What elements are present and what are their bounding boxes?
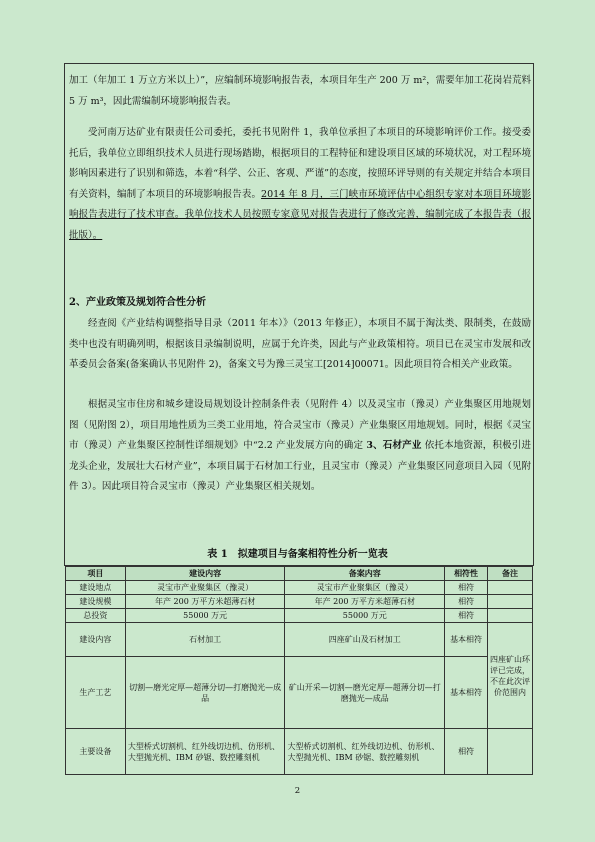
- cell-remark-empty: [488, 581, 533, 595]
- cell-remark-empty: [488, 609, 533, 623]
- cell-item: 建设内容: [66, 623, 126, 657]
- cell-construction: 年产 200 万平方米超薄石材: [125, 595, 285, 609]
- cell-filing: 大型桥式切割机、红外线切边机、仿形机、大型抛光机、IBM 砂锯、数控雕刻机: [285, 729, 445, 775]
- paragraph-commission-text: 受河南万达矿业有限责任公司委托，委托书见附件 1，我单位承担了本项目的环境影响评价工作。接受委托后，我单位立即组织技术人员进行现场踏勘，根据项目的工程特征和建设项目区域的环境状况，对工程环境影响因素进行了识别和筛选，本着“科学、公正、客观、严谨”的态度，按照环评导则的有关规定并结合本项目有关资料，编制了本项目的环境影响报告表。: [69, 127, 531, 200]
- header-consistency: 相符性: [445, 567, 488, 581]
- cell-filing: 四座矿山及石材加工: [285, 623, 445, 657]
- cell-construction: 大型桥式切割机、红外线切边机、仿形机、大型抛光机、IBM 砂锯、数控雕刻机: [125, 729, 285, 775]
- cell-filing: 55000 万元: [285, 609, 445, 623]
- cell-consistency: 基本相符: [445, 657, 488, 729]
- page-number: 2: [294, 786, 301, 796]
- paragraph-planning-bold: 3、石材产业: [366, 440, 422, 451]
- cell-remark-empty: [488, 729, 533, 775]
- paragraph-intro-continued: 加工（年加工 1 万立方米以上）”，应编制环境影响报告表，本项目年生产 200 万 m²，需要年加工花岗岩荒料 5 万 m³，因此需编制环境影响报告表。: [69, 75, 531, 107]
- cell-construction: 55000 万元: [125, 609, 285, 623]
- cell-item: 建设规模: [66, 595, 126, 609]
- paragraph-planning-text-b: 依托本地资源，积极引进龙头企业，发展壮大石材产业”，本项目属于石材加工行业，且灵宝市（豫灵）产业集聚区同意项目入园（见附件 3）。因此项目符合灵宝市（豫灵）产业集聚区相关规划。: [69, 440, 531, 492]
- table-row: [66, 657, 533, 729]
- header-filing: 备案内容: [285, 567, 445, 581]
- section-heading-policy: 2、产业政策及规划符合性分析: [69, 297, 206, 308]
- header-remark: 备注: [488, 567, 533, 581]
- cell-item: 总投资: [66, 609, 126, 623]
- cell-consistency: 基本相符: [445, 623, 488, 657]
- table-row: [66, 581, 533, 595]
- cell-filing: 矿山开采—切割—磨光定厚—超薄分切—打磨抛光—成品: [285, 657, 445, 729]
- paragraph-planning: [69, 395, 531, 498]
- header-item: 项目: [66, 567, 126, 581]
- table-row: [66, 729, 533, 775]
- paragraph-commission: [69, 123, 531, 246]
- table-row: [66, 595, 533, 609]
- paragraph-industry-policy: 经查阅《产业结构调整指导目录（2011 年本）》（2013 年修正），本项目不属于淘汰类、限制类，在鼓励类中也没有明确列明，根据该目录编制说明，应属于允许类，因此与产业政策相符。项目已在灵宝市发展和改革委员会备案(备案确认书见附件 2)，备案文号为豫三灵宝工[2014]00071。因此项目符合相关产业政策。: [69, 318, 531, 370]
- paragraph-planning-text-a: 根据灵宝市住房和城乡建设局规划设计控制条件表（见附件 4）以及灵宝市（豫灵）产业集聚区用地规划图（见附图 2），项目用地性质为三类工业用地，符合灵宝市（豫灵）产业集聚区用地规划。同时，根据《灵宝市（豫灵）产业集聚区控制性详细规划》中“2.2 产业发展方向的确定: [69, 399, 531, 451]
- cell-consistency: 相符: [445, 729, 488, 775]
- header-construction: 建设内容: [125, 567, 285, 581]
- cell-filing: 年产 200 万平方米超薄石材: [285, 595, 445, 609]
- cell-remark: 四座矿山环评已完成，不在此次评价范围内: [488, 623, 533, 729]
- paragraph-review-underlined: 2014 年 8 月，三门峡市环境评估中心组织专家对本项目环境影响报告表进行了技术审查。我单位技术人员按照专家意见对报告表进行了修改完善，编制完成了本报告表（报批版）。: [69, 188, 531, 241]
- table-row: [66, 623, 533, 657]
- cell-filing: 灵宝市产业聚集区（豫灵）: [285, 581, 445, 595]
- cell-item: 生产工艺: [66, 657, 126, 729]
- table-row: [66, 609, 533, 623]
- table-header-row: [66, 567, 533, 581]
- cell-construction: 灵宝市产业聚集区（豫灵）: [125, 581, 285, 595]
- cell-consistency: 相符: [445, 595, 488, 609]
- cell-construction: 石材加工: [125, 623, 285, 657]
- compliance-table: [65, 566, 533, 775]
- cell-remark-empty: [488, 595, 533, 609]
- cell-consistency: 相符: [445, 581, 488, 595]
- cell-consistency: 相符: [445, 609, 488, 623]
- table-title: 表 1 拟建项目与备案相符性分析一览表: [207, 549, 388, 560]
- cell-construction: 切割—磨光定厚—超薄分切—打磨抛光—成品: [125, 657, 285, 729]
- cell-item: 主要设备: [66, 729, 126, 775]
- cell-item: 建设地点: [66, 581, 126, 595]
